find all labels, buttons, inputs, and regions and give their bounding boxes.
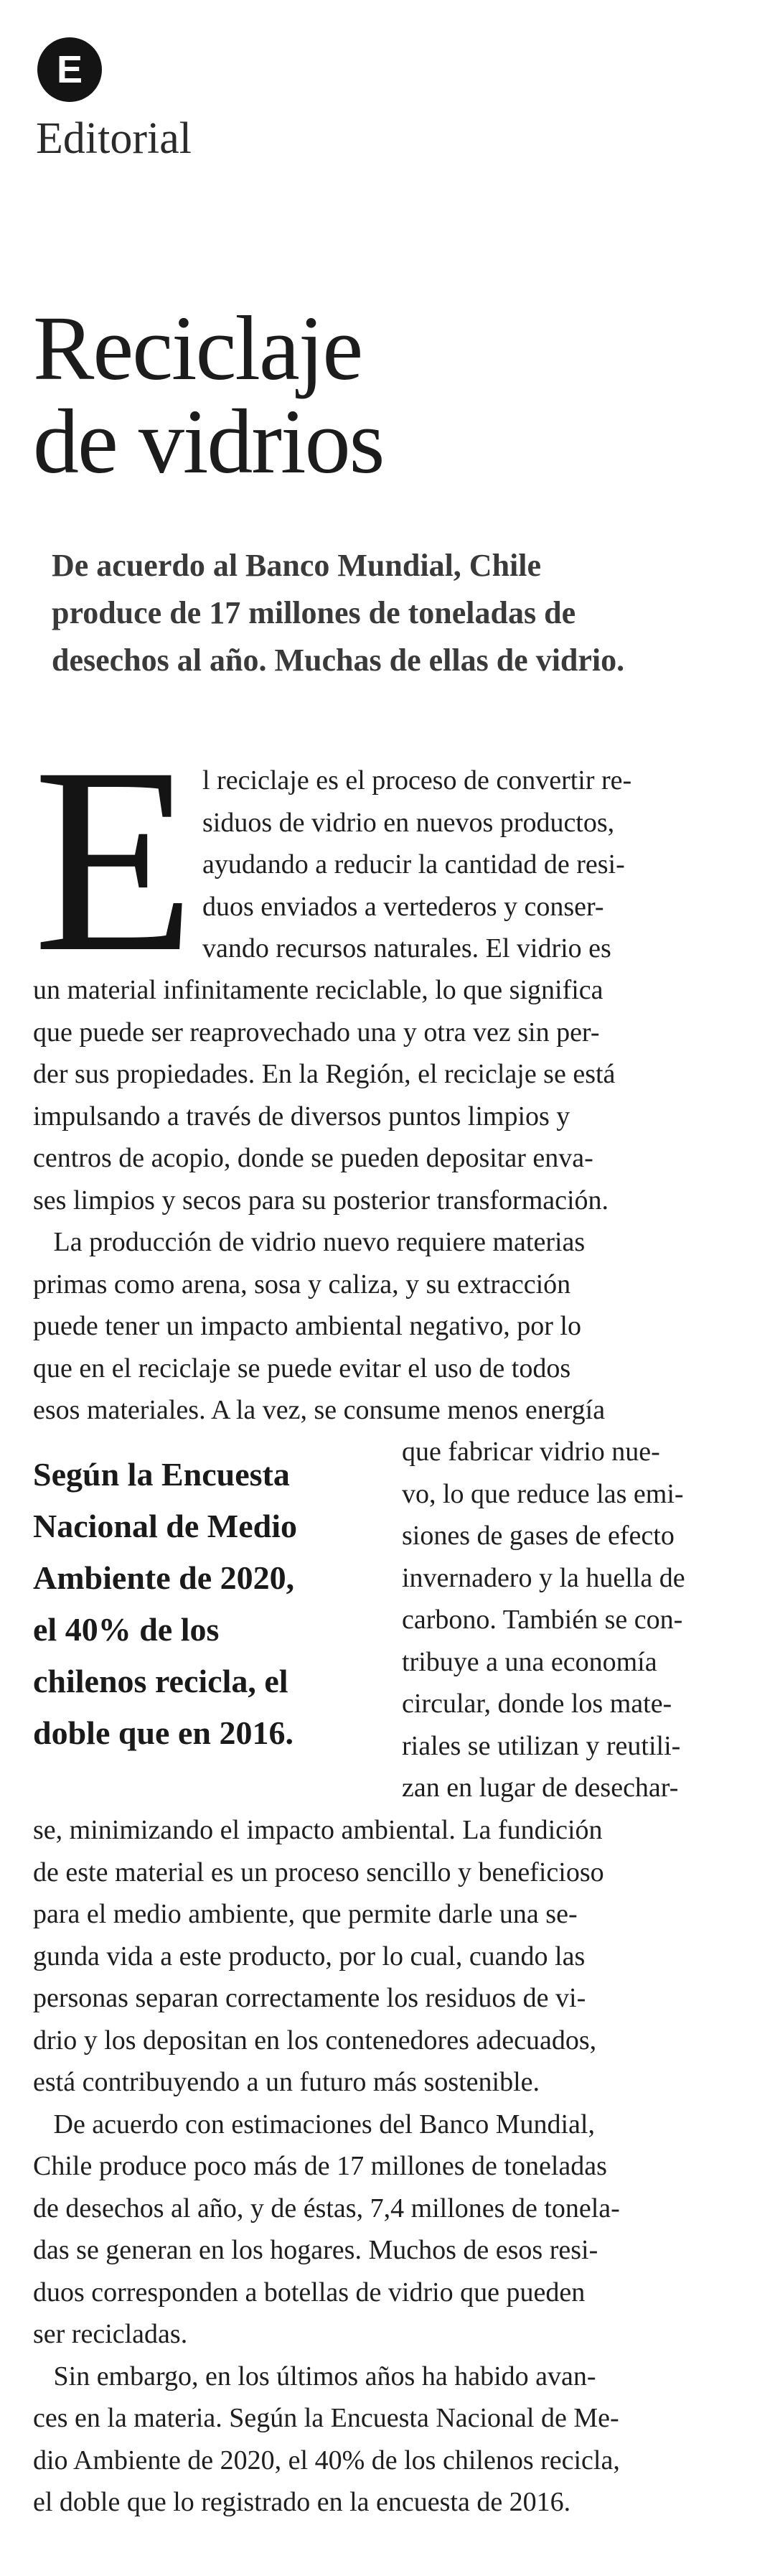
body-line: drio y los depositan en los contenedores adecuados, bbox=[33, 2025, 597, 2055]
lead-line: desechos al año. Muchas de ellas de vidrio. bbox=[52, 643, 625, 678]
body-line: primas como arena, sosa y caliza, y su extracción bbox=[33, 1269, 571, 1299]
pullquote-line: chilenos recicla, el bbox=[33, 1663, 288, 1699]
body-line: duos corresponden a botellas de vidrio que pueden bbox=[33, 2277, 586, 2307]
body-line: está contribuyendo a un futuro más sostenible. bbox=[33, 2067, 540, 2097]
body-line: Chile produce poco más de 17 millones de toneladas bbox=[33, 2151, 607, 2181]
lead-line: produce de 17 millones de toneladas de bbox=[52, 595, 576, 630]
body-line: impulsando a través de diversos puntos limpios y bbox=[33, 1101, 570, 1131]
body-line: Sin embargo, en los últimos años ha habido avan- bbox=[33, 2361, 596, 2391]
body-line: puede tener un impacto ambiental negativo, por lo bbox=[33, 1311, 581, 1341]
body-line: l reciclaje es el proceso de convertir re- bbox=[202, 765, 632, 795]
body-line: para el medio ambiente, que permite darle una se- bbox=[33, 1899, 578, 1929]
body-line: gunda vida a este producto, por lo cual, cuando las bbox=[33, 1941, 586, 1971]
body-line: siones de gases de efecto bbox=[402, 1521, 675, 1551]
drop-cap: E bbox=[33, 713, 196, 1007]
body-line: riales se utilizan y reutili- bbox=[402, 1730, 681, 1761]
pullquote-line: Nacional de Medio bbox=[33, 1508, 297, 1544]
body-line: das se generan en los hogares. Muchos de esos resi- bbox=[33, 2235, 598, 2265]
body-line: que puede ser reaprovechado una y otra vez sin per- bbox=[33, 1017, 600, 1047]
pullquote-line: Ambiente de 2020, bbox=[33, 1559, 295, 1596]
body-line: un material infinitamente reciclable, lo que significa bbox=[33, 975, 603, 1005]
body-line: ser recicladas. bbox=[33, 2319, 188, 2349]
pullquote-line: Según la Encuesta bbox=[33, 1456, 290, 1493]
body-line: vo, lo que reduce las emi- bbox=[402, 1478, 684, 1509]
body-line: se, minimizando el impacto ambiental. La fundición bbox=[33, 1815, 603, 1845]
pullquote-line: el 40% de los bbox=[33, 1611, 220, 1648]
body-block-2 bbox=[33, 1809, 620, 2524]
body-block-1 bbox=[33, 969, 615, 1432]
title-line: de vidrios bbox=[33, 391, 384, 493]
title-line: Reciclaje bbox=[33, 297, 362, 399]
article-lead bbox=[52, 542, 741, 684]
section-label: Editorial bbox=[36, 114, 192, 163]
body-narrow-column bbox=[402, 1431, 685, 1809]
body-line: La producción de vidrio nuevo requiere materias bbox=[33, 1227, 586, 1257]
article-title bbox=[33, 297, 736, 493]
body-line: siduos de vidrio en nuevos productos, bbox=[202, 807, 615, 838]
body-line: carbono. También se con- bbox=[402, 1605, 683, 1635]
body-line: zan en lugar de desechar- bbox=[402, 1773, 679, 1803]
body-line: De acuerdo con estimaciones del Banco Mundial, bbox=[33, 2109, 595, 2139]
body-line: tribuye a una economía bbox=[402, 1646, 657, 1677]
pull-quote bbox=[33, 1449, 370, 1759]
body-line: centros de acopio, donde se pueden depositar enva- bbox=[33, 1143, 593, 1173]
section-badge: E bbox=[37, 37, 102, 102]
body-line: dio Ambiente de 2020, el 40% de los chilenos recicla, bbox=[33, 2445, 620, 2475]
body-line: ses limpios y secos para su posterior transformación. bbox=[33, 1185, 609, 1215]
body-line: de desechos al año, y de éstas, 7,4 millones de tonela- bbox=[33, 2193, 620, 2223]
body-line: que fabricar vidrio nue- bbox=[402, 1437, 660, 1467]
lead-line: De acuerdo al Banco Mundial, Chile bbox=[52, 548, 542, 583]
body-line: ces en la materia. Según la Encuesta Nacional de Me- bbox=[33, 2403, 619, 2433]
body-line: de este material es un proceso sencillo y beneficioso bbox=[33, 1857, 604, 1887]
body-line: el doble que lo registrado en la encuesta de 2016. bbox=[33, 2487, 571, 2517]
body-line: der sus propiedades. En la Región, el reciclaje se está bbox=[33, 1059, 616, 1089]
body-line: circular, donde los mate- bbox=[402, 1689, 672, 1719]
body-line: ayudando a reducir la cantidad de resi- bbox=[202, 849, 625, 879]
body-line: esos materiales. A la vez, se consume menos energía bbox=[33, 1395, 606, 1425]
body-line: personas separan correctamente los residuos de vi- bbox=[33, 1983, 586, 2013]
body-line: invernadero y la huella de bbox=[402, 1562, 685, 1593]
body-line: que en el reciclaje se puede evitar el uso de todos bbox=[33, 1353, 571, 1383]
body-line: duos enviados a vertederos y conser- bbox=[202, 891, 604, 922]
dropcap-paragraph bbox=[202, 760, 631, 970]
pullquote-line: doble que en 2016. bbox=[33, 1714, 293, 1751]
body-line: vando recursos naturales. El vidrio es bbox=[202, 933, 611, 963]
